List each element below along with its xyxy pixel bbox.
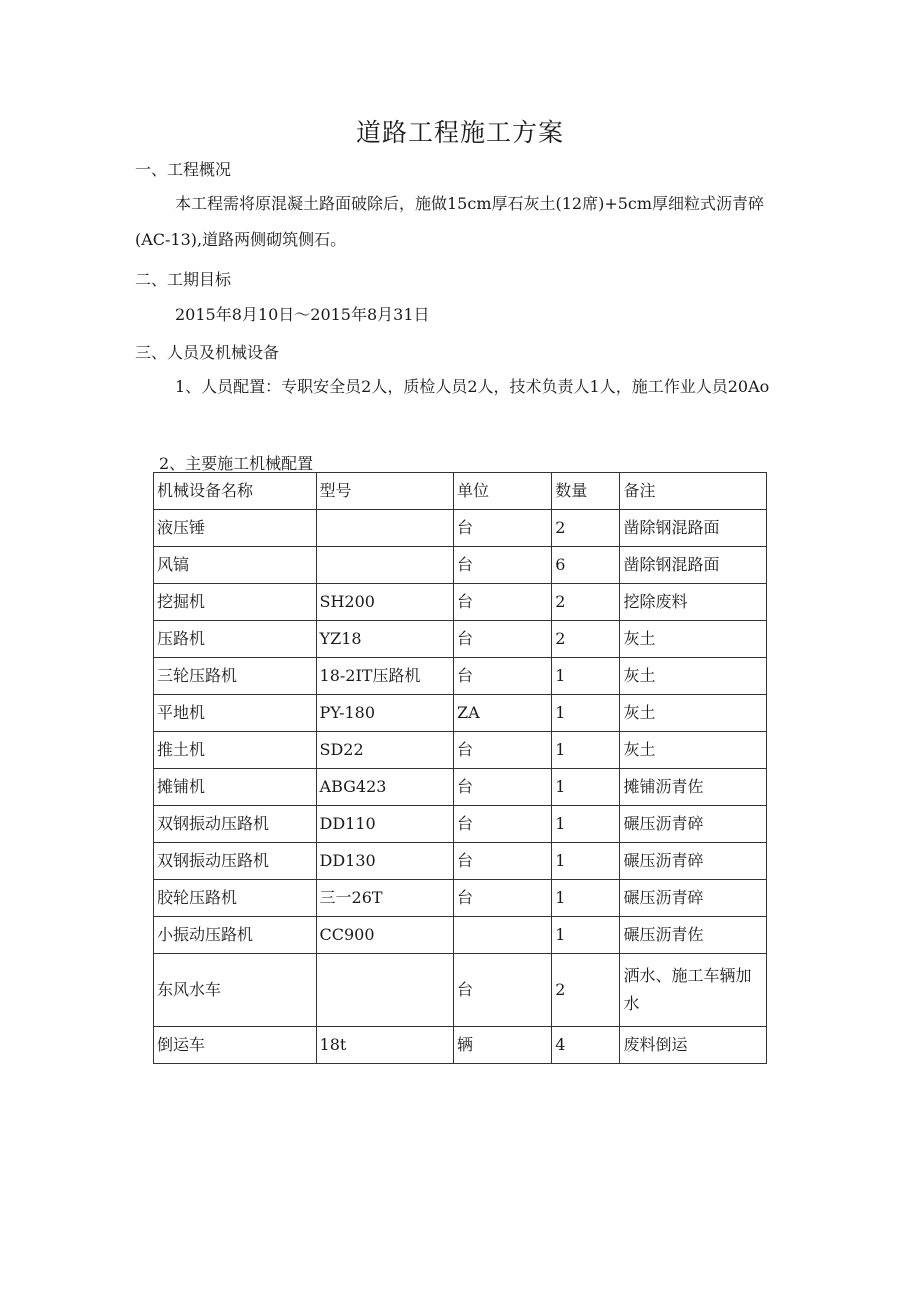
table-cell: YZ18 xyxy=(316,621,453,658)
section-1-heading: 一、工程概况 xyxy=(135,160,232,179)
table-cell: 挖掘机 xyxy=(154,584,317,621)
table-row xyxy=(154,695,767,732)
table-cell: PY-180 xyxy=(316,695,453,732)
table-cell: 2 xyxy=(552,510,620,547)
table-cell: CC900 xyxy=(316,917,453,954)
header-cell: 机械设备名称 xyxy=(154,473,317,510)
table-cell: 东风水车 xyxy=(154,954,317,1027)
table-cell: 1 xyxy=(552,843,620,880)
table-cell: SD22 xyxy=(316,732,453,769)
table-cell: 4 xyxy=(552,1027,620,1064)
table-cell: 辆 xyxy=(453,1027,551,1064)
table-cell: 灰土 xyxy=(620,695,767,732)
table-header-row xyxy=(154,473,767,510)
table-cell: 碾压沥青碎 xyxy=(620,806,767,843)
section-3-equipment-caption: 2、主要施工机械配置 xyxy=(159,454,314,473)
table-cell: 1 xyxy=(552,806,620,843)
table-cell: 摊铺机 xyxy=(154,769,317,806)
table-cell: 台 xyxy=(453,621,551,658)
table-cell: 摊铺沥青佐 xyxy=(620,769,767,806)
table-cell: 1 xyxy=(552,658,620,695)
table-cell: 台 xyxy=(453,584,551,621)
section-2-schedule: 2015年8月10日～2015年8月31日 xyxy=(175,305,430,324)
table-row xyxy=(154,769,767,806)
table-row xyxy=(154,1027,767,1064)
table-cell: 灰土 xyxy=(620,621,767,658)
table-cell: 台 xyxy=(453,510,551,547)
table-cell: 台 xyxy=(453,732,551,769)
table-cell: 2 xyxy=(552,584,620,621)
table-row xyxy=(154,880,767,917)
table-cell: 废料倒运 xyxy=(620,1027,767,1064)
table-cell: 双钢振动压路机 xyxy=(154,843,317,880)
table-row xyxy=(154,621,767,658)
table-cell: 碾压沥青碎 xyxy=(620,843,767,880)
table-row xyxy=(154,843,767,880)
table-row xyxy=(154,510,767,547)
table-row xyxy=(154,806,767,843)
header-cell: 型号 xyxy=(316,473,453,510)
table-cell: 倒运车 xyxy=(154,1027,317,1064)
table-cell: 2 xyxy=(552,621,620,658)
table-cell: 双钢振动压路机 xyxy=(154,806,317,843)
table-cell: SH200 xyxy=(316,584,453,621)
table-cell xyxy=(453,917,551,954)
table-cell: 台 xyxy=(453,547,551,584)
table-cell: 1 xyxy=(552,732,620,769)
table-cell: 6 xyxy=(552,547,620,584)
section-1-paragraph: 本工程需将原混凝土路面破除后，施做15cm厚石灰土(12席)+5cm厚细粒式沥青碎(AC-13),道路两侧砌筑侧石。 xyxy=(135,194,765,249)
header-cell: 单位 xyxy=(453,473,551,510)
section-3-heading: 三、人员及机械设备 xyxy=(135,343,280,362)
table-cell: 台 xyxy=(453,880,551,917)
table-cell xyxy=(316,510,453,547)
table-cell: 平地机 xyxy=(154,695,317,732)
table-cell: DD110 xyxy=(316,806,453,843)
table-cell: 小振动压路机 xyxy=(154,917,317,954)
table-row xyxy=(154,584,767,621)
section-3-staffing: 1、人员配置：专职安全员2人，质检人员2人，技术负责人1人，施工作业人员20Ao xyxy=(175,377,770,396)
table-cell: 台 xyxy=(453,769,551,806)
header-cell: 数量 xyxy=(552,473,620,510)
table-cell: 灰土 xyxy=(620,732,767,769)
table-cell: 三轮压路机 xyxy=(154,658,317,695)
section-2-heading: 二、工期目标 xyxy=(135,270,232,289)
table-cell xyxy=(316,954,453,1027)
table-cell: 1 xyxy=(552,917,620,954)
table-cell: 碾压沥青佐 xyxy=(620,917,767,954)
table-cell: 台 xyxy=(453,843,551,880)
table-cell xyxy=(316,547,453,584)
table-cell: DD130 xyxy=(316,843,453,880)
table-row xyxy=(154,658,767,695)
table-cell: 挖除废料 xyxy=(620,584,767,621)
table-cell: 1 xyxy=(552,769,620,806)
table-cell: ABG423 xyxy=(316,769,453,806)
table-cell: 凿除钢混路面 xyxy=(620,547,767,584)
document-title: 道路工程施工方案 xyxy=(355,118,564,147)
table-cell: 2 xyxy=(552,954,620,1027)
table-cell: 洒水、施工车辆加水 xyxy=(620,954,767,1027)
table-cell: 18-2IT压路机 xyxy=(316,658,453,695)
table-row xyxy=(154,954,767,1027)
table-cell: 液压锤 xyxy=(154,510,317,547)
header-cell: 备注 xyxy=(620,473,767,510)
table-cell: 胶轮压路机 xyxy=(154,880,317,917)
table-cell: 三一26T xyxy=(316,880,453,917)
table-cell: 凿除钢混路面 xyxy=(620,510,767,547)
table-cell: 碾压沥青碎 xyxy=(620,880,767,917)
table-cell: 18t xyxy=(316,1027,453,1064)
table-cell: 灰土 xyxy=(620,658,767,695)
table-cell: 1 xyxy=(552,695,620,732)
table-cell: 台 xyxy=(453,954,551,1027)
table-cell: 台 xyxy=(453,658,551,695)
table-cell: 风镐 xyxy=(154,547,317,584)
table-cell: 台 xyxy=(453,806,551,843)
table-cell: 1 xyxy=(552,880,620,917)
table-row xyxy=(154,732,767,769)
table-cell: ZA xyxy=(453,695,551,732)
table-cell: 推土机 xyxy=(154,732,317,769)
equipment-table xyxy=(153,472,767,1064)
table-cell: 压路机 xyxy=(154,621,317,658)
table-row xyxy=(154,917,767,954)
table-row xyxy=(154,547,767,584)
